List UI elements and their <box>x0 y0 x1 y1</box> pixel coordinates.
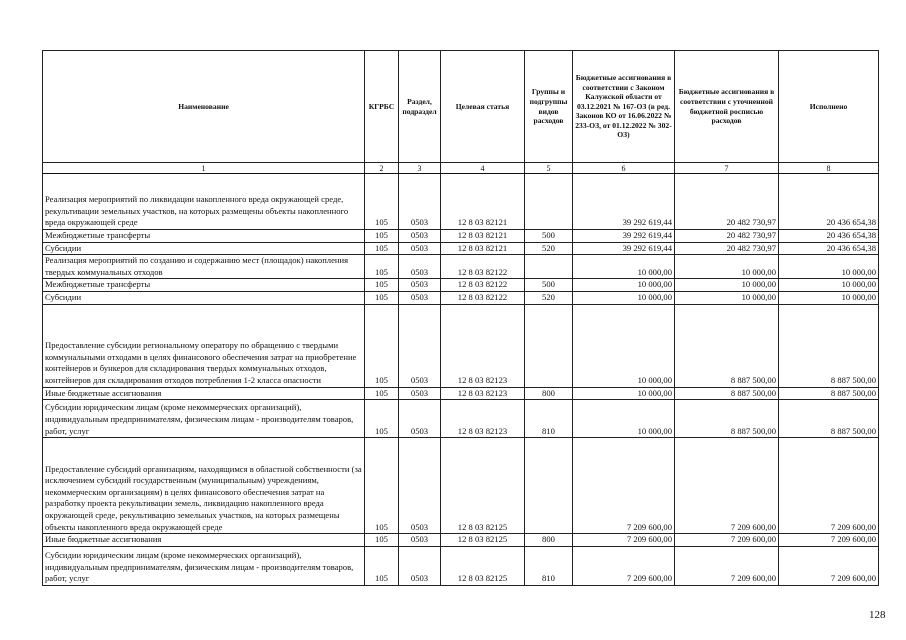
table-row <box>43 387 879 400</box>
table-row <box>43 400 879 438</box>
row-name: Межбюджетные трансферты <box>43 279 365 292</box>
row-budget-law: 39 292 619,44 <box>573 230 675 243</box>
table-row <box>43 291 879 304</box>
row-name: Предоставление субсидий организациям, находящимся в областной собственности (за исключением субсидий государственным (муниципальным) учреждениям, некоммерческим организациям) в целях финансового обеспечения затрат на разработку проекта рекультивации земель, ликвидацию накопленного вреда окружающей среде, рекультивацию земельных участков, на которых размещены объекты накопленного вреда окружающей среде <box>43 438 365 534</box>
row-kgrbs: 105 <box>365 242 399 255</box>
row-budget-list: 7 209 600,00 <box>675 534 779 547</box>
row-group <box>525 304 573 387</box>
column-number: 3 <box>399 163 441 174</box>
row-name: Иные бюджетные ассигнования <box>43 387 365 400</box>
row-kgrbs: 105 <box>365 387 399 400</box>
column-number-row <box>43 163 879 174</box>
row-section: 0503 <box>399 387 441 400</box>
row-budget-law: 10 000,00 <box>573 279 675 292</box>
row-group: 810 <box>525 400 573 438</box>
row-group <box>525 255 573 279</box>
row-section: 0503 <box>399 174 441 230</box>
row-budget-law: 10 000,00 <box>573 291 675 304</box>
row-budget-list: 8 887 500,00 <box>675 400 779 438</box>
row-group <box>525 174 573 230</box>
page-number: 128 <box>869 609 886 621</box>
row-budget-law: 10 000,00 <box>573 255 675 279</box>
row-section: 0503 <box>399 279 441 292</box>
table-header-row <box>43 51 879 163</box>
row-name: Реализация мероприятий по ликвидации накопленного вреда окружающей среде, рекультивации земельных участков, на которых размещены объекты накопленного вреда окружающей среде <box>43 174 365 230</box>
column-number: 7 <box>675 163 779 174</box>
row-budget-list: 8 887 500,00 <box>675 387 779 400</box>
row-kgrbs: 105 <box>365 546 399 585</box>
header-budget-list: Бюджетные ассигнования в соответствии с уточненной бюджетной росписью расходов <box>675 51 779 163</box>
row-target: 12 8 03 82123 <box>441 387 525 400</box>
row-budget-list: 7 209 600,00 <box>675 438 779 534</box>
row-group: 800 <box>525 387 573 400</box>
row-budget-law: 10 000,00 <box>573 387 675 400</box>
table-row <box>43 546 879 585</box>
row-kgrbs: 105 <box>365 291 399 304</box>
row-section: 0503 <box>399 255 441 279</box>
budget-table <box>42 50 879 586</box>
column-number: 5 <box>525 163 573 174</box>
header-budget-law: Бюджетные ассигнования в соответствии с Законом Калужской области от 03.12.2021 № 167-ОЗ (в ред. Законов КО от 16.06.2022 № 233-ОЗ, от 01.12.2022 № 302-ОЗ) <box>573 51 675 163</box>
row-budget-law: 10 000,00 <box>573 304 675 387</box>
table-row <box>43 255 879 279</box>
row-budget-law: 39 292 619,44 <box>573 242 675 255</box>
row-group: 800 <box>525 534 573 547</box>
table-row <box>43 304 879 387</box>
column-number: 6 <box>573 163 675 174</box>
row-kgrbs: 105 <box>365 304 399 387</box>
row-executed: 7 209 600,00 <box>779 438 879 534</box>
table-row <box>43 279 879 292</box>
header-target: Целевая статья <box>441 51 525 163</box>
row-executed: 20 436 654,38 <box>779 230 879 243</box>
row-target: 12 8 03 82123 <box>441 304 525 387</box>
row-group: 500 <box>525 230 573 243</box>
row-target: 12 8 03 82123 <box>441 400 525 438</box>
header-kgrbs: КГРБС <box>365 51 399 163</box>
row-executed: 7 209 600,00 <box>779 546 879 585</box>
header-section: Раздел, подраздел <box>399 51 441 163</box>
table-row <box>43 438 879 534</box>
row-budget-list: 20 482 730,97 <box>675 230 779 243</box>
row-target: 12 8 03 82121 <box>441 242 525 255</box>
table-row <box>43 242 879 255</box>
row-kgrbs: 105 <box>365 534 399 547</box>
row-kgrbs: 105 <box>365 279 399 292</box>
table-row <box>43 230 879 243</box>
row-budget-law: 39 292 619,44 <box>573 174 675 230</box>
row-executed: 20 436 654,38 <box>779 174 879 230</box>
header-name: Наименование <box>43 51 365 163</box>
column-number: 2 <box>365 163 399 174</box>
row-target: 12 8 03 82125 <box>441 534 525 547</box>
row-budget-law: 7 209 600,00 <box>573 546 675 585</box>
row-target: 12 8 03 82125 <box>441 438 525 534</box>
row-kgrbs: 105 <box>365 255 399 279</box>
table-row <box>43 534 879 547</box>
row-target: 12 8 03 82122 <box>441 255 525 279</box>
row-target: 12 8 03 82121 <box>441 230 525 243</box>
row-group: 520 <box>525 242 573 255</box>
row-section: 0503 <box>399 400 441 438</box>
row-section: 0503 <box>399 230 441 243</box>
row-executed: 20 436 654,38 <box>779 242 879 255</box>
row-executed: 8 887 500,00 <box>779 304 879 387</box>
row-group: 810 <box>525 546 573 585</box>
row-executed: 10 000,00 <box>779 291 879 304</box>
row-kgrbs: 105 <box>365 174 399 230</box>
row-budget-law: 7 209 600,00 <box>573 438 675 534</box>
row-group: 500 <box>525 279 573 292</box>
row-executed: 7 209 600,00 <box>779 534 879 547</box>
row-section: 0503 <box>399 546 441 585</box>
row-target: 12 8 03 82121 <box>441 174 525 230</box>
row-budget-list: 10 000,00 <box>675 279 779 292</box>
row-kgrbs: 105 <box>365 400 399 438</box>
column-number: 1 <box>43 163 365 174</box>
row-budget-law: 10 000,00 <box>573 400 675 438</box>
row-target: 12 8 03 82125 <box>441 546 525 585</box>
row-budget-list: 7 209 600,00 <box>675 546 779 585</box>
row-section: 0503 <box>399 534 441 547</box>
row-section: 0503 <box>399 291 441 304</box>
row-executed: 8 887 500,00 <box>779 400 879 438</box>
row-executed: 8 887 500,00 <box>779 387 879 400</box>
row-group: 520 <box>525 291 573 304</box>
row-name: Субсидии <box>43 242 365 255</box>
row-budget-law: 7 209 600,00 <box>573 534 675 547</box>
row-budget-list: 20 482 730,97 <box>675 174 779 230</box>
row-name: Субсидии юридическим лицам (кроме некоммерческих организаций), индивидуальным предпринимателям, физическим лицам - производителям товаров, работ, услуг <box>43 546 365 585</box>
row-kgrbs: 105 <box>365 230 399 243</box>
row-kgrbs: 105 <box>365 438 399 534</box>
row-budget-list: 10 000,00 <box>675 291 779 304</box>
row-executed: 10 000,00 <box>779 255 879 279</box>
row-name: Реализация мероприятий по созданию и содержанию мест (площадок) накопления твердых коммунальных отходов <box>43 255 365 279</box>
row-section: 0503 <box>399 304 441 387</box>
row-name: Субсидии юридическим лицам (кроме некоммерческих организаций), индивидуальным предпринимателям, физическим лицам - производителям товаров, работ, услуг <box>43 400 365 438</box>
row-section: 0503 <box>399 438 441 534</box>
row-name: Субсидии <box>43 291 365 304</box>
row-target: 12 8 03 82122 <box>441 279 525 292</box>
row-target: 12 8 03 82122 <box>441 291 525 304</box>
row-name: Межбюджетные трансферты <box>43 230 365 243</box>
column-number: 8 <box>779 163 879 174</box>
row-group <box>525 438 573 534</box>
row-budget-list: 10 000,00 <box>675 255 779 279</box>
row-name: Предоставление субсидии региональному оператору по обращению с твердыми коммунальными отходами в целях финансового обеспечения затрат на приобретение контейнеров и бункеров для складирования твердых коммунальных отходов, контейнеров для складирования отходов потребления 1-2 класса опасности <box>43 304 365 387</box>
row-executed: 10 000,00 <box>779 279 879 292</box>
header-executed: Исполнено <box>779 51 879 163</box>
table-row <box>43 174 879 230</box>
column-number: 4 <box>441 163 525 174</box>
row-name: Иные бюджетные ассигнования <box>43 534 365 547</box>
row-budget-list: 20 482 730,97 <box>675 242 779 255</box>
row-section: 0503 <box>399 242 441 255</box>
row-budget-list: 8 887 500,00 <box>675 304 779 387</box>
header-groups: Группы и подгруппы видов расходов <box>525 51 573 163</box>
